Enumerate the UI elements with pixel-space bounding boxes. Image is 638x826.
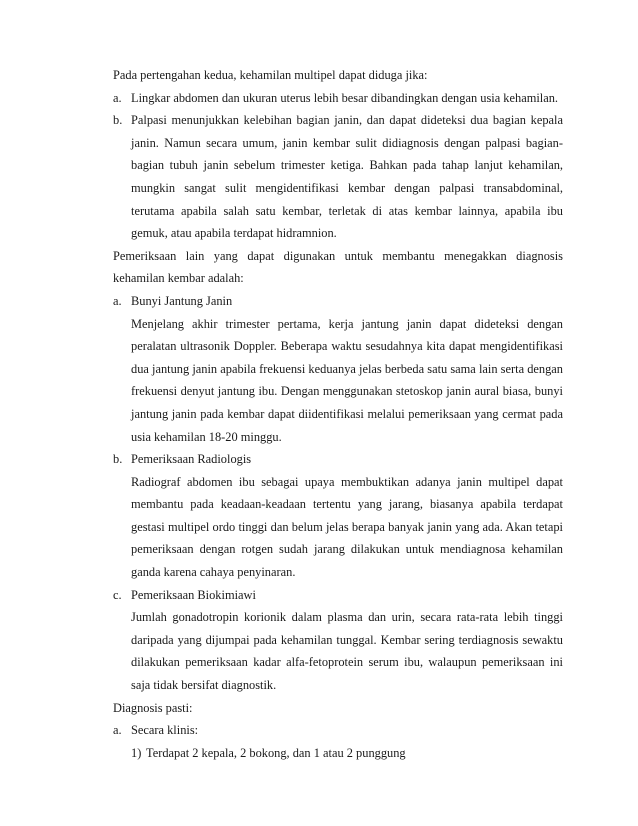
list-marker: b. [113, 113, 123, 128]
diagnosis-title: Diagnosis pasti: [113, 700, 193, 715]
section-heading: Pemeriksaan Radiologis [131, 452, 252, 467]
list-item [113, 584, 563, 697]
list-item-text: Palpasi menunjukkan kelebihan bagian janin, dan dapat dideteksi dua bagian kepala janin. Namun secara umum, janin kembar sulit didiagnosis dengan palpasi bagian-bagian tubuh janin sebelum trimester ketiga. Bahkan pada tahap lanjut kehamilan, mungkin sangat sulit mengidentifikasi kembar dengan palpasi transabdominal, terutama apabila salah satu kembar, terletak di atas kembar lainnya, apabila ibu gemuk, atau apabila terdapat hidramnion. [131, 113, 563, 241]
list-marker: a. [113, 293, 122, 308]
document-page [113, 64, 563, 764]
intro-paragraph: Pada pertengahan kedua, kehamilan multipel dapat diduga jika: [113, 68, 428, 82]
list-marker: a. [113, 90, 122, 105]
section-heading: Bunyi Jantung Janin [131, 293, 233, 308]
section-heading: Pemeriksaan Biokimiawi [131, 587, 256, 602]
section-body: Menjelang akhir trimester pertama, kerja jantung janin dapat dideteksi dengan peralatan ultrasonik Doppler. Beberapa waktu sesudahnya kita dapat mengidentifikasi dua jantung janin apabila frekuensi keduanya jelas berbeda satu sama lain serta dengan frekuensi denyut jantung ibu. Dengan menggunakan stetoskop janin aural biasa, bunyi jantung janin pada kembar dapat diidentifikasi melalui pemeriksaan yang cermat pada usia kehamilan 18-20 minggu. [131, 316, 563, 444]
sub-list-item [113, 742, 563, 765]
section-body: Radiograf abdomen ibu sebagai upaya membuktikan adanya janin multipel dapat membantu pada keadaan-keadaan tertentu yang jarang, biasanya apabila terdapat gestasi multipel ordo tinggi dan belum jelas berapa banyak janin yang ada. Akan tetapi pemeriksaan dengan rotgen sudah jarang dilakukan untuk mendiagnosa kehamilan ganda karena cahaya penyinaran. [131, 474, 563, 580]
list-item [113, 448, 563, 584]
list-item-text: Lingkar abdomen dan ukuran uterus lebih besar dibandingkan dengan usia kehamilan. [131, 90, 559, 105]
list-marker: c. [113, 587, 122, 602]
list-marker: b. [113, 452, 123, 467]
section-body: Jumlah gonadotropin korionik dalam plasma dan urin, secara rata-rata lebih tinggi daripada yang dijumpai pada kehamilan tunggal. Kembar sering terdiagnosis sewaktu dilakukan pemeriksaan kadar alfa-fetoprotein serum ibu, walaupun pemeriksaan ini saja tidak bersifat diagnostik. [131, 610, 563, 693]
list-item [113, 109, 563, 245]
section-heading: Secara klinis: [131, 723, 199, 738]
sub-list-text: Terdapat 2 kepala, 2 bokong, dan 1 atau 2 punggung [146, 745, 406, 760]
list-item [113, 87, 563, 110]
list-marker: a. [113, 723, 122, 738]
list-item [113, 719, 563, 742]
paragraph-other-exams: Pemeriksaan lain yang dapat digunakan untuk membantu menegakkan diagnosis kehamilan kembar adalah: [113, 248, 563, 286]
sub-list-marker: 1) [131, 745, 142, 760]
list-item [113, 290, 563, 448]
